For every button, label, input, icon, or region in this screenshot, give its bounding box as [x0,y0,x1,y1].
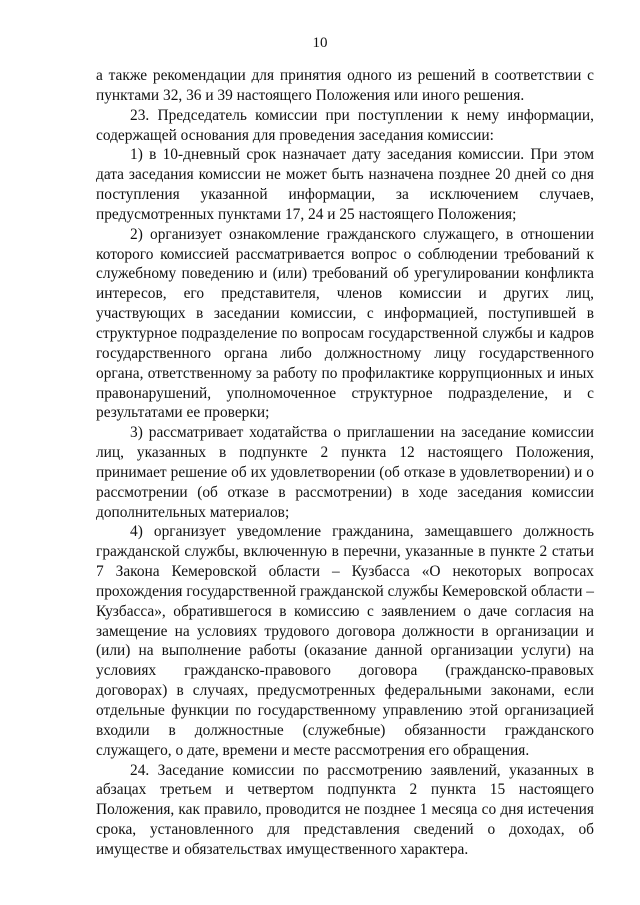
paragraph-subitem-1: 1) в 10-дневный срок назначает дату заседания комиссии. При этом дата заседания комиссии не может быть назначена позднее 20 дней со дня поступления указанной информации, за исключением случаев, предусмотренных пунктами 17, 24 и 25 настоящего Положения; [96,146,594,223]
paragraph-item-23: 23. Председатель комиссии при поступлении к нему информации, содержащей основания для проведения заседания комиссии: [96,106,594,144]
paragraph-subitem-3: 3) рассматривает ходатайства о приглашении на заседание комиссии лиц, указанных в подпункте 2 пункта 12 настоящего Положения, принимает решение об их удовлетворении (об отказе в удовлетворении) и о рассмотрении (об отказе в рассмотрении) в ходе заседания комиссии дополнительных материалов; [96,424,594,521]
paragraph-item-24: 24. Заседание комиссии по рассмотрению заявлений, указанных в абзацах третьем и четвертом подпункта 2 пункта 15 настоящего Положения, как правило, проводится не позднее 1 месяца со дня истечения срока, установленного для представления сведений о доходах, об имуществе и обязательствах имущественного характера. [96,761,594,858]
document-body [96,66,594,860]
paragraph-subitem-2: 2) организует ознакомление гражданского служащего, в отношении которого комиссией рассматривается вопрос о соблюдении требований к служебному поведению и (или) требований об урегулировании конфликта интересов, его представителя, членов комиссии и других лиц, участвующих в заседании комиссии, с информацией, поступившей в структурное подразделение по вопросам государственной службы и кадров государственного органа либо должностному лицу государственного органа, ответственному за работу по профилактике коррупционных и иных правонарушений, уполномоченное структурное подразделение, и с результатами ее проверки; [96,225,594,422]
paragraph-continuation: а также рекомендации для принятия одного из решений в соответствии с пунктами 32, 36 и 39 настоящего Положения или иного решения. [96,67,594,104]
paragraph-subitem-4: 4) организует уведомление гражданина, замещавшего должность гражданской службы, включенную в перечни, указанные в пункте 2 статьи 7 Закона Кемеровской области – Кузбасса «О некоторых вопросах прохождения государственной гражданской службы Кемеровской области – Кузбасса», обратившегося в комиссию с заявлением о даче согласия на замещение на условиях трудового договора должности в организации и (или) на выполнение работы (оказание данной организации услуги) на условиях гражданско-правового договора (гражданско-правовых договорах) в случаях, предусмотренных федеральными законами, если отдельные функции по государственному управлению этой организацией входили в должностные (служебные) обязанности гражданского служащего, о дате, времени и месте рассмотрения его обращения. [96,523,594,759]
page-number: 10 [312,35,328,51]
